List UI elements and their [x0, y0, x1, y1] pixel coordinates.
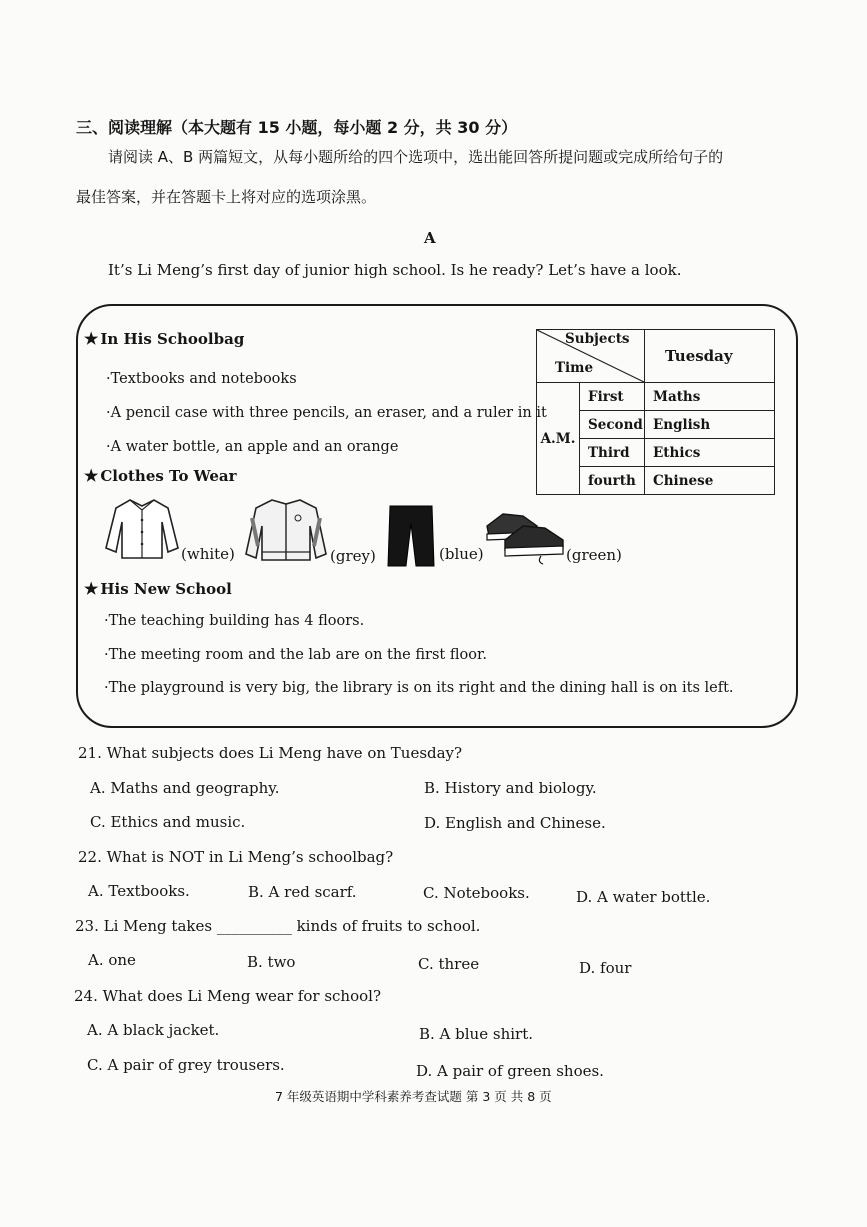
schedule-header-cell	[537, 330, 645, 383]
school-item: ·The playground is very big, the library is on its right and the dining hall is on its left.	[104, 680, 734, 696]
option[interactable]: A. Maths and geography.	[90, 779, 280, 797]
schoolbag-heading	[84, 329, 244, 348]
schedule-header-time: Time	[555, 360, 594, 376]
schoolbag-item: ·A water bottle, an apple and an orange	[106, 439, 399, 455]
schedule-period: Third	[580, 439, 645, 467]
option[interactable]: D. A pair of green shoes.	[416, 1062, 604, 1080]
school-item: ·The meeting room and the lab are on the first floor.	[104, 647, 487, 663]
clothes-heading-text: Clothes To Wear	[100, 467, 237, 485]
option[interactable]: A. Textbooks.	[88, 882, 190, 900]
schedule-subject: Ethics	[645, 439, 775, 467]
shoes-icon	[483, 504, 567, 566]
option[interactable]: C. A pair of grey trousers.	[87, 1056, 285, 1074]
shirt-icon	[104, 496, 180, 560]
trousers-icon	[386, 504, 436, 568]
question-stem: 22. What is NOT in Li Meng’s schoolbag?	[78, 848, 394, 866]
star-icon: ★	[84, 579, 99, 598]
schedule-period: First	[580, 383, 645, 411]
option[interactable]: D. English and Chinese.	[424, 814, 606, 832]
passage-label: A	[424, 229, 436, 247]
option[interactable]: C. three	[418, 955, 480, 973]
option[interactable]: A. one	[88, 951, 136, 969]
clothes-color-label: (blue)	[439, 545, 484, 563]
option[interactable]: D. A water bottle.	[576, 888, 711, 906]
schedule-day: Tuesday	[645, 330, 775, 383]
star-icon: ★	[84, 466, 99, 485]
option[interactable]: A. A black jacket.	[87, 1021, 220, 1039]
clothes-color-label: (grey)	[330, 547, 376, 565]
schedule-header-subjects: Subjects	[565, 331, 630, 347]
schedule-header-row	[537, 330, 775, 383]
option[interactable]: C. Notebooks.	[423, 884, 530, 902]
option[interactable]: C. Ethics and music.	[90, 813, 246, 831]
schedule-table	[536, 329, 775, 495]
passage-intro: It’s Li Meng’s first day of junior high school. Is he ready? Let’s have a look.	[108, 261, 682, 279]
question-stem: 24. What does Li Meng wear for school?	[74, 987, 381, 1005]
schoolbag-item: ·Textbooks and notebooks	[106, 371, 297, 387]
school-item: ·The teaching building has 4 floors.	[104, 613, 365, 629]
star-icon: ★	[84, 329, 99, 348]
option[interactable]: B. A red scarf.	[248, 883, 357, 901]
option[interactable]: B. two	[247, 953, 296, 971]
schoolbag-heading-text: In His Schoolbag	[100, 330, 245, 348]
school-heading	[84, 579, 232, 598]
schedule-session: A.M.	[537, 383, 580, 495]
jacket-icon	[244, 496, 328, 564]
section-title: 三、阅读理解（本大题有 15 小题，每小题 2 分，共 30 分）	[76, 118, 518, 137]
clothes-color-label: (white)	[181, 545, 235, 563]
schedule-row	[537, 383, 775, 411]
schedule-subject: English	[645, 411, 775, 439]
school-heading-text: His New School	[100, 580, 232, 598]
question-stem: 21. What subjects does Li Meng have on Tuesday?	[78, 744, 463, 762]
schedule-period: Second	[580, 411, 645, 439]
schoolbag-item: ·A pencil case with three pencils, an eraser, and a ruler in it	[106, 405, 547, 421]
clothes-heading	[84, 466, 237, 485]
schedule-period: fourth	[580, 467, 645, 495]
clothes-color-label: (green)	[566, 546, 622, 564]
option[interactable]: D. four	[579, 959, 632, 977]
schedule-subject: Chinese	[645, 467, 775, 495]
option[interactable]: B. A blue shirt.	[419, 1025, 533, 1043]
question-stem: 23. Li Meng takes __________ kinds of fruits to school.	[75, 917, 481, 935]
instruction-line-2: 最佳答案，并在答题卡上将对应的选项涂黑。	[76, 188, 377, 206]
instruction-line-1: 请阅读 A、B 两篇短文，从每小题所给的四个选项中，选出能回答所提问题或完成所给句子的	[108, 148, 724, 166]
page-footer: 7 年级英语期中学科素养考查试题 第 3 页 共 8 页	[275, 1089, 552, 1104]
option[interactable]: B. History and biology.	[424, 779, 597, 797]
schedule-subject: Maths	[645, 383, 775, 411]
